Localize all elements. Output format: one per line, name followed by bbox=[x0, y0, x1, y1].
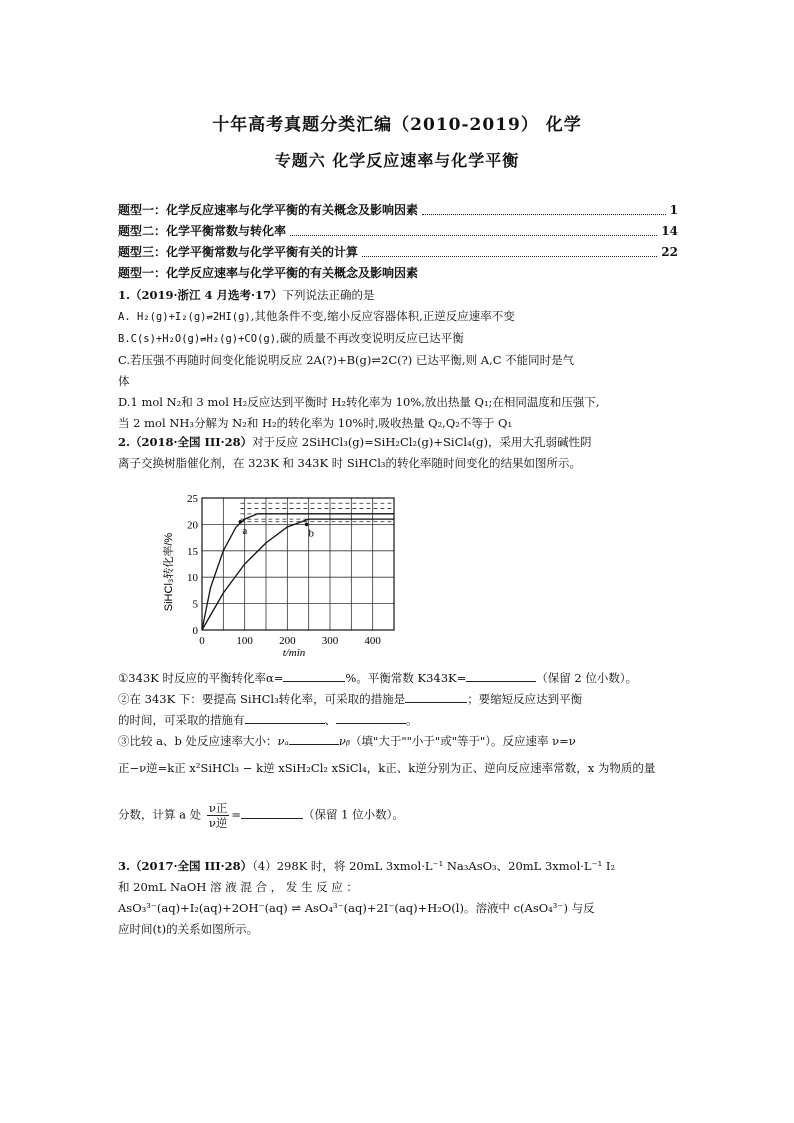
toc-entry[interactable] bbox=[118, 242, 678, 263]
q3-equation: AsO₃³⁻(aq)+I₂(aq)+2OH⁻(aq) ⇌ AsO₄³⁻(aq)+2I⁻(aq)+H₂O(l)。溶液中 c(AsO₄³⁻) 与反 bbox=[118, 901, 595, 915]
plot-frame bbox=[202, 498, 394, 630]
point-a bbox=[239, 520, 243, 524]
y-tick-label: 15 bbox=[187, 545, 198, 558]
rate-a: νₐ bbox=[277, 734, 289, 748]
q2-sub2-b: ；要缩短反应达到平衡 bbox=[467, 692, 583, 706]
rate-b: νᵦ bbox=[338, 734, 351, 748]
answer-blank-method-1[interactable] bbox=[245, 710, 325, 724]
answer-blank-k[interactable] bbox=[466, 668, 536, 682]
q2-sub2-a: ②在 343K 下：要提高 SiHCl₃转化率，可采取的措施是 bbox=[118, 692, 406, 706]
table-of-contents bbox=[118, 200, 678, 263]
toc-page: 14 bbox=[661, 224, 678, 238]
y-tick-label: 10 bbox=[187, 572, 198, 585]
document-title: 十年高考真题分类汇编（2010-2019） 化学 bbox=[212, 115, 582, 135]
q2-sub1-a: ①343K 时反应的平衡转化率α= bbox=[118, 671, 284, 685]
q2-sub3-d: ，k正、k逆分别为正、逆向反应速率常数，x 为物质的量 bbox=[366, 761, 656, 775]
q2-sub1-b: %。平衡常数 K343K= bbox=[345, 671, 467, 685]
q2-sub1-c: （保留 2 位小数）。 bbox=[536, 671, 638, 685]
q1-option-a-equation: A. H₂(g)+I₂(g)⇌2HI(g) bbox=[118, 311, 251, 323]
q2-sub3-b: （填"大于""小于"或"等于"）。反应速率 ν=ν bbox=[350, 734, 576, 748]
q2-sub3-a: ③比较 a、b 处反应速率大小： bbox=[118, 734, 278, 748]
q1-option-c: C.若压强不再随时间变化能说明反应 2A(?)+B(g)⇌2C(?) 已达平衡,则 A,C 不能同时是气 bbox=[118, 353, 575, 367]
question-3 bbox=[118, 856, 678, 940]
toc-page: 1 bbox=[669, 203, 678, 217]
q1-option-b: ,碳的质量不再改变说明反应已达平衡 bbox=[276, 331, 464, 345]
toc-page: 22 bbox=[661, 245, 678, 259]
point-label-a: a bbox=[242, 524, 248, 537]
question-2-stem bbox=[118, 432, 678, 474]
fraction-numerator: ν正 bbox=[208, 801, 228, 815]
x-tick-label: 200 bbox=[279, 635, 296, 647]
chart-grid bbox=[202, 498, 394, 630]
answer-blank-ratio[interactable] bbox=[241, 805, 303, 819]
answer-blank-measure[interactable] bbox=[405, 689, 467, 703]
question-2-subparts bbox=[118, 668, 678, 830]
x-tick-label: 300 bbox=[321, 635, 339, 647]
q2-sub4-b: = bbox=[231, 807, 241, 822]
q2-source: 2.（2018·全国 III·28） bbox=[118, 435, 253, 449]
document-subtitle: 专题六 化学反应速率与化学平衡 bbox=[274, 151, 520, 170]
q2-sub2-d: 、 bbox=[324, 713, 336, 727]
chart-ylabel: SiHCl₃转化率/% bbox=[163, 532, 175, 612]
x-tick-label: 100 bbox=[236, 635, 253, 647]
y-tick-label: 5 bbox=[192, 598, 198, 611]
q2-text-cont: 离子交换树脂催化剂，在 323K 和 343K 时 SiHCl₃的转化率随时间变化的结果如图所示。 bbox=[118, 456, 582, 470]
q1-option-b-equation: B.C(s)+H₂O(g)⇌H₂(g)+CO(g) bbox=[118, 333, 277, 345]
point-label-b: b bbox=[308, 527, 315, 540]
chart-series bbox=[202, 514, 394, 630]
q3-text: （4）298K 时，将 20mL 3xmol·L⁻¹ Na₃AsO₃、20mL 3xmol·L⁻¹ I₂ bbox=[252, 859, 616, 873]
q2-sub2-c: 的时间，可采取的措施有 bbox=[118, 713, 245, 727]
q1-source: 1.（2019·浙江 4 月选考·17） bbox=[118, 288, 283, 302]
rate-equation: 正−ν逆=k正 x²SiHCl₃ − k逆 xSiH₂Cl₂ xSiCl₄ bbox=[118, 761, 367, 775]
toc-entry[interactable] bbox=[118, 200, 678, 221]
y-tick-label: 0 bbox=[192, 625, 198, 637]
q2-sub4-c: （保留 1 位小数）。 bbox=[302, 807, 404, 822]
q3-text-2: 和 20mL NaOH 溶 液 混 合 ， 发 生 反 应 ： bbox=[118, 880, 358, 894]
q3-text-4: 应时间(t)的关系如图所示。 bbox=[118, 922, 259, 936]
toc-label: 题型三：化学平衡常数与化学平衡有关的计算 bbox=[118, 245, 359, 259]
y-tick-label: 25 bbox=[187, 493, 198, 505]
series-line-343K bbox=[202, 514, 394, 630]
fraction-denominator: ν逆 bbox=[208, 816, 228, 830]
conversion-chart bbox=[150, 490, 400, 660]
q1-stem: 下列说法正确的是 bbox=[282, 288, 375, 302]
q1-option-d: D.1 mol N₂和 3 mol H₂反应达到平衡时 H₂转化率为 10%,放出热量 Q₁;在相同温度和压强下, bbox=[118, 395, 600, 409]
x-tick-label: 0 bbox=[199, 635, 205, 647]
question-1 bbox=[118, 285, 678, 434]
q2-sub4-a: 分数，计算 a 处 bbox=[118, 807, 202, 822]
answer-blank-method-2[interactable] bbox=[336, 710, 406, 724]
q1-option-d-cont: 当 2 mol NH₃分解为 N₂和 H₂的转化率为 10%时,吸收热量 Q₂,Q₂不等于 Q₁ bbox=[118, 416, 513, 430]
chart-xlabel: t/min bbox=[282, 647, 306, 659]
y-tick-label: 20 bbox=[187, 519, 198, 532]
toc-label: 题型一：化学反应速率与化学平衡的有关概念及影响因素 bbox=[118, 203, 419, 217]
section-heading: 题型一：化学反应速率与化学平衡的有关概念及影响因素 bbox=[118, 266, 419, 280]
toc-entry[interactable] bbox=[118, 221, 678, 242]
answer-blank-compare[interactable] bbox=[289, 731, 339, 745]
answer-blank-alpha[interactable] bbox=[283, 668, 345, 682]
q2-sub2-e: 。 bbox=[406, 713, 418, 727]
toc-label: 题型二：化学平衡常数与转化率 bbox=[118, 224, 287, 238]
q1-option-c-cont: 体 bbox=[118, 374, 130, 388]
q3-source: 3.（2017·全国 III·28） bbox=[118, 859, 253, 873]
x-tick-label: 400 bbox=[364, 635, 381, 647]
q2-text: 对于反应 2SiHCl₃(g)=SiH₂Cl₂(g)+SiCl₄(g)，采用大孔弱碱性阴 bbox=[252, 435, 592, 449]
rate-ratio-fraction bbox=[207, 801, 230, 830]
q1-option-a: ,其他条件不变,缩小反应容器体积,正逆反应速率不变 bbox=[250, 309, 515, 323]
point-b bbox=[305, 523, 309, 527]
